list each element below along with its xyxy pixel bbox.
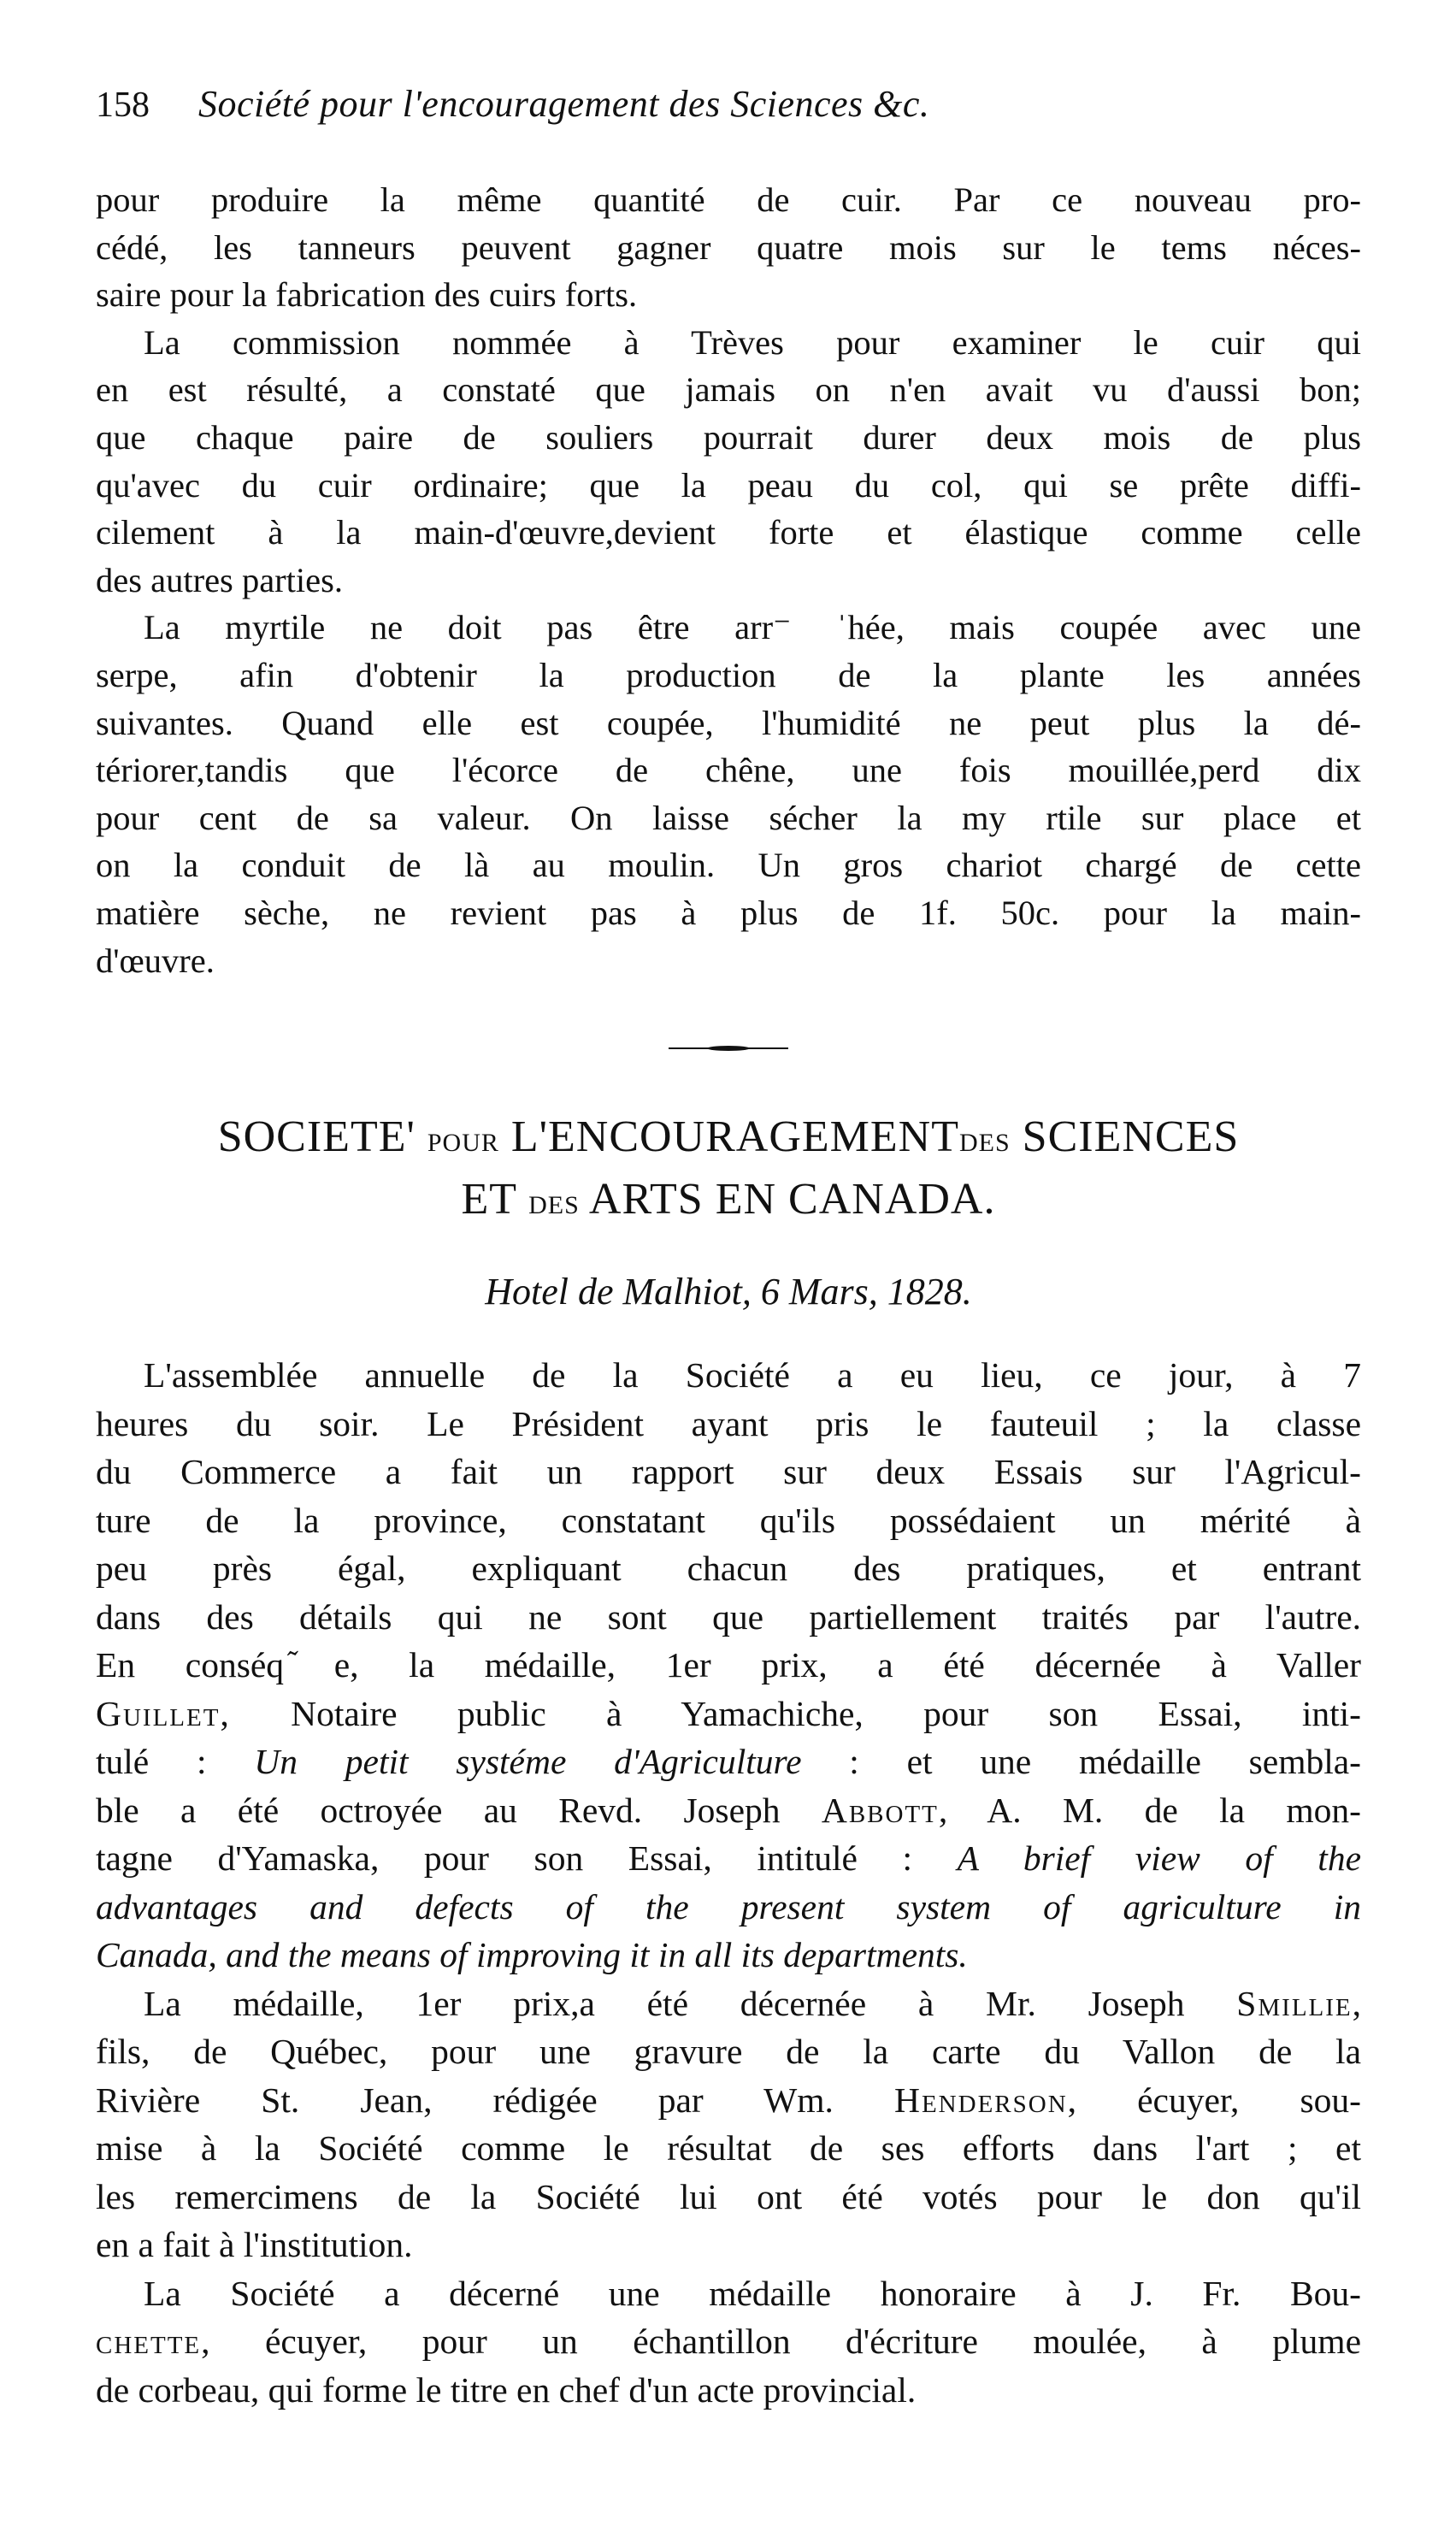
essay-title-line: advantages and defects of the present system of agriculture in	[96, 1886, 1361, 1926]
paragraph	[96, 604, 1361, 984]
text-line: En conséq ᷉e, la médaille, 1er prix, a été décernée à Valler	[96, 1645, 1361, 1685]
text-line: qu'avec du cuir ordinaire; que la peau du col, qui se prête diffi-	[96, 465, 1361, 504]
book-page	[96, 82, 1361, 2414]
ornamental-rule	[669, 1046, 788, 1051]
paragraph	[96, 1351, 1361, 1980]
person-name: chette	[96, 2322, 202, 2362]
page-number: 158	[96, 86, 150, 125]
text-line	[96, 1690, 1361, 1738]
title-word: ET	[461, 1175, 517, 1224]
person-name: Abbott	[821, 1790, 939, 1830]
text-run: , A. M. de la mon-	[938, 1790, 1361, 1830]
text-line: tériorer,tandis que l'écorce de chêne, une fois mouillée,perd dix	[96, 751, 1361, 790]
text-line: heures du soir. Le Président ayant pris le fauteuil ; la classe	[96, 1403, 1361, 1443]
text-line: des autres parties.	[96, 560, 344, 599]
dateline: Hotel de Malhiot, 6 Mars, 1828.	[485, 1271, 972, 1313]
text-line: pour cent de sa valeur. On laisse sécher la my rtile sur place et	[96, 798, 1361, 837]
text-line: serpe, afin d'obtenir la production de la plante les années	[96, 655, 1361, 694]
title-small-word: DES	[528, 1191, 580, 1220]
text-line: La Société a décerné une médaille honoraire à J. Fr. Bou-	[144, 2273, 1361, 2313]
title-small-word: DES	[958, 1129, 1011, 1158]
title-word: ARTS EN CANADA.	[588, 1175, 996, 1224]
paragraph	[96, 176, 1361, 319]
text-run: : et une médaille sembla-	[801, 1742, 1361, 1782]
title-word: SOCIETE'	[217, 1112, 416, 1162]
text-line: L'assemblée annuelle de la Société a eu lieu, ce jour, à 7	[144, 1355, 1361, 1395]
text-run: tulé :	[96, 1742, 255, 1782]
section-2-body	[96, 1351, 1361, 2414]
text-line: cédé, les tanneurs peuvent gagner quatre mois sur le tems néces-	[96, 227, 1361, 267]
paragraph	[96, 1980, 1361, 2269]
text-line: saire pour la fabrication des cuirs forts.	[96, 275, 638, 315]
section-title-line-2	[96, 1171, 1361, 1234]
text-line: La myrtile ne doit pas être arr⁻ ˈhée, mais coupée avec une	[144, 608, 1361, 647]
text-line: d'œuvre.	[96, 941, 215, 980]
running-head-title: Société pour l'encouragement des Sciences &c.	[198, 83, 930, 125]
title-word: L'ENCOURAGEMENT	[510, 1112, 959, 1162]
text-line: pour produire la même quantité de cuir. Par ce nouveau pro-	[96, 180, 1361, 219]
text-line: matière sèche, ne revient pas à plus de 1f. 50c. pour la main-	[96, 893, 1361, 932]
text-line: en est résulté, a constaté que jamais on n'en avait vu d'aussi bon;	[96, 370, 1361, 410]
text-run: Rivière St. Jean, rédigée par Wm.	[96, 2080, 894, 2120]
essay-title: A brief view of the	[957, 1838, 1361, 1879]
running-head	[96, 82, 1361, 142]
paragraph	[96, 2269, 1361, 2415]
text-run: , écuyer, sou-	[1067, 2080, 1361, 2120]
text-line	[96, 2317, 1361, 2366]
text-line: du Commerce a fait un rapport sur deux Essais sur l'Agricul-	[96, 1452, 1361, 1492]
text-line: en a fait à l'institution.	[96, 2225, 413, 2265]
paragraph	[96, 319, 1361, 605]
person-name: Henderson	[894, 2080, 1068, 2120]
title-word: SCIENCES	[1022, 1112, 1240, 1162]
text-line: de corbeau, qui forme le titre en chef d'un acte provincial.	[96, 2369, 917, 2410]
text-line: cilement à la main-d'œuvre,devient forte et élastique comme celle	[96, 513, 1361, 552]
person-name: Smillie	[1236, 1983, 1353, 2023]
text-line	[96, 1786, 1361, 1835]
section-title-line-1	[96, 1109, 1361, 1171]
title-small-word: POUR	[427, 1129, 499, 1158]
text-run: La médaille, 1er prix,a été décernée à Mr. Joseph	[144, 1983, 1237, 2023]
person-name: Guillet,	[96, 1693, 231, 1733]
text-line: on la conduit de là au moulin. Un gros chariot chargé de cette	[96, 846, 1361, 885]
text-run: ble a été octroyée au Revd. Joseph	[96, 1790, 822, 1830]
text-line: La commission nommée à Trèves pour examiner le cuir qui	[144, 322, 1361, 362]
text-line: les remercimens de la Société lui ont été votés pour le don qu'il	[96, 2176, 1361, 2216]
text-line	[96, 1980, 1361, 2028]
text-line	[96, 1738, 1361, 1786]
text-run: tagne d'Yamaska, pour son Essai, intitulé :	[96, 1838, 958, 1879]
text-run: Notaire public à Yamachiche, pour son Essai, inti-	[230, 1693, 1361, 1733]
text-run: ,	[1352, 1983, 1361, 2023]
text-line: mise à la Société comme le résultat de ses efforts dans l'art ; et	[96, 2128, 1361, 2168]
essay-title: Un petit systéme d'Agriculture	[254, 1742, 802, 1782]
text-line: suivantes. Quand elle est coupée, l'humidité ne peut plus la dé-	[96, 703, 1361, 742]
text-line	[96, 1834, 1361, 1883]
text-line: fils, de Québec, pour une gravure de la carte du Vallon de la	[96, 2032, 1361, 2072]
text-line: dans des détails qui ne sont que partiellement traités par l'autre.	[96, 1596, 1361, 1637]
text-line: que chaque paire de souliers pourrait durer deux mois de plus	[96, 417, 1361, 457]
essay-title-line: Canada, and the means of improving it in all its departments.	[96, 1935, 968, 1975]
text-line	[96, 2076, 1361, 2125]
section-1	[96, 176, 1361, 984]
text-line: peu près égal, expliquant chacun des pratiques, et entrant	[96, 1549, 1361, 1589]
text-run: , écuyer, pour un échantillon d'écriture moulée, à plume	[201, 2322, 1361, 2362]
text-line: ture de la province, constatant qu'ils possédaient un mérité à	[96, 1500, 1361, 1540]
section-2	[96, 1109, 1361, 2414]
